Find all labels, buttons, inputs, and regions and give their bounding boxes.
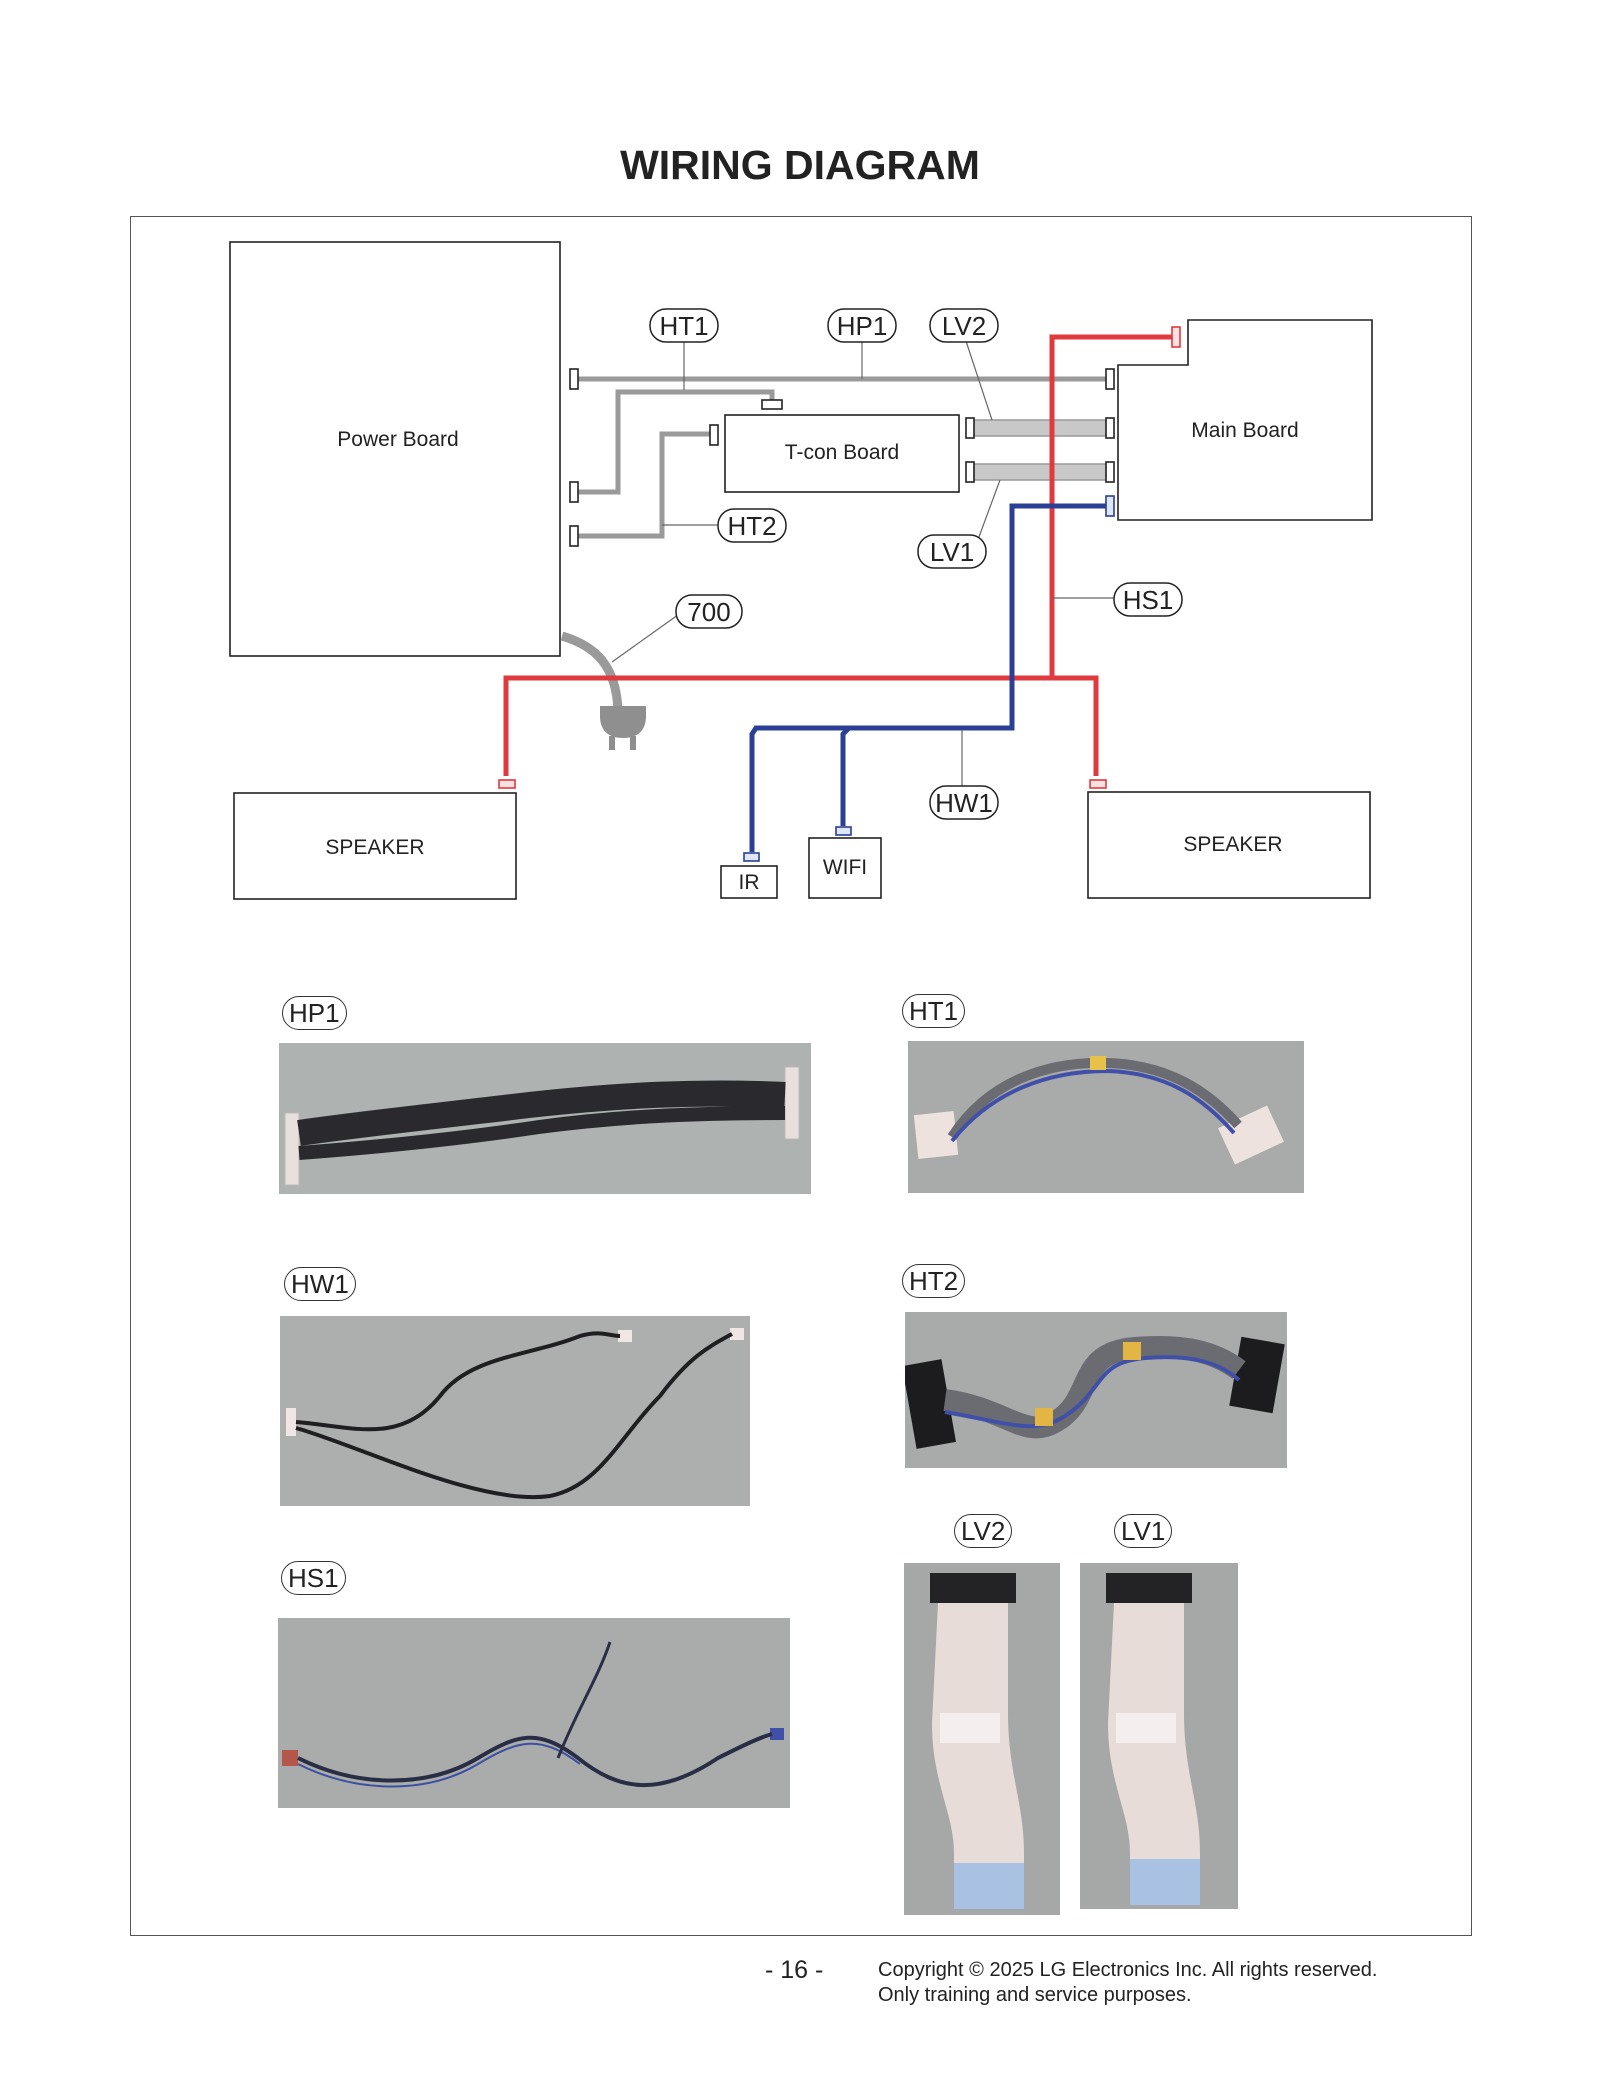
lv1-cable — [974, 464, 1106, 480]
page-title: WIRING DIAGRAM — [620, 142, 980, 188]
power-board-label: Power Board — [337, 428, 459, 451]
page-number: - 16 - — [765, 1956, 824, 1984]
lv2-cable — [974, 420, 1106, 436]
tcon-board-label: T-con Board — [784, 441, 900, 464]
tag-700: 700 — [687, 597, 731, 627]
tag-hw1: HW1 — [935, 788, 993, 818]
photo-tag-hw1: HW1 — [284, 1267, 356, 1301]
power-plug-icon — [600, 706, 646, 750]
ht2-cable-photo — [905, 1312, 1287, 1468]
copyright-line-1: Copyright © 2025 LG Electronics Inc. All rights reserved. — [878, 1959, 1378, 1981]
hs1-cable-photo — [278, 1618, 790, 1808]
wifi-label: WIFI — [822, 856, 868, 879]
tag-hs1: HS1 — [1122, 585, 1174, 615]
tag-lv2: LV2 — [941, 311, 987, 341]
hw1-cable-photo — [280, 1316, 750, 1506]
leader-lines — [612, 341, 1114, 786]
connectors — [499, 327, 1180, 861]
tag-ht1: HT1 — [659, 311, 709, 341]
photo-tag-lv2: LV2 — [954, 1514, 1012, 1548]
lv1-cable-photo — [1080, 1563, 1238, 1909]
photo-tag-ht1: HT1 — [902, 994, 965, 1028]
tag-lv1: LV1 — [929, 537, 975, 567]
ir-label: IR — [738, 871, 760, 894]
photo-tag-ht2: HT2 — [902, 1264, 965, 1298]
hp1-cable-photo — [279, 1043, 811, 1194]
main-board-label: Main Board — [1191, 419, 1299, 442]
cable-tags — [650, 309, 1182, 819]
copyright-notice — [878, 1958, 1377, 2008]
photo-tag-hp1: HP1 — [282, 996, 347, 1030]
photo-tag-hs1: HS1 — [281, 1561, 346, 1595]
lv2-cable-photo — [904, 1563, 1060, 1915]
tag-hp1: HP1 — [836, 311, 888, 341]
ht1-cable-photo — [908, 1041, 1304, 1193]
tag-ht2: HT2 — [727, 511, 777, 541]
speaker-left-label: SPEAKER — [325, 836, 425, 859]
speaker-right-label: SPEAKER — [1183, 833, 1283, 856]
photo-tag-lv1: LV1 — [1114, 1514, 1172, 1548]
copyright-line-2: Only training and service purposes. — [878, 1984, 1192, 2006]
